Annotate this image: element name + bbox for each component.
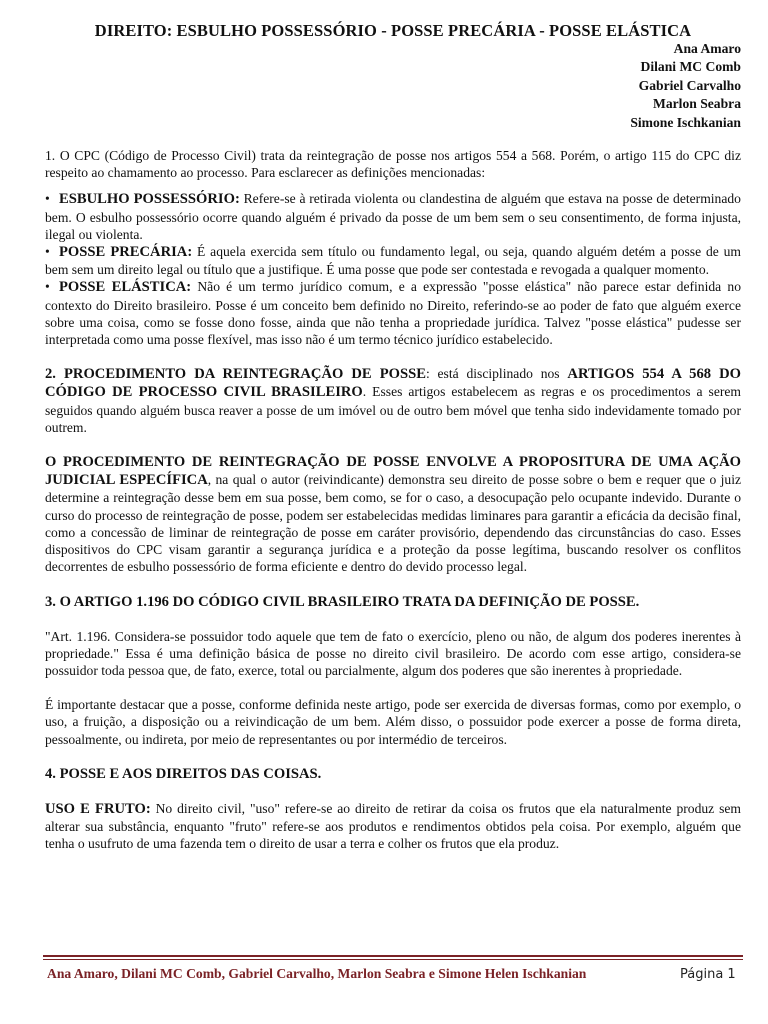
author-list <box>45 40 741 132</box>
author-name: Dilani MC Comb <box>640 59 741 75</box>
section-3-paragraph-2: É importante destacar que a posse, conforme definida neste artigo, pode ser exercida de diversas formas, como por exemplo, o uso, a fruição, a disposição ou a reivindicação de um bem. Além disso, o possuidor pode exercer a posse de forma direta, pessoalmente, ou indireta, por meio de representantes ou por intermédio de terceiros. <box>45 697 741 747</box>
section-2b-text: , na qual o autor (reivindicante) demonstra seu direito de posse sobre o bem e requer que o juiz determine a reintegração desse bem em sua posse, bem como, se for o caso, a desocupação pelo ocupante indevido. Durante o curso do processo de reintegração de posse, podem ser estabelecidas medidas liminares para garantir a eficácia da decisão final, como a concessão de liminar de reintegração de posse em caráter provisório, dependendo das circunstâncias do caso. Esses dispositivos do CPC visam garantir a segurança jurídica e a proteção da posse legítima, buscando resolver os conflitos decorrentes de esbulho possessório de forma eficiente e dentro do devido processo legal. <box>45 472 742 575</box>
bullet-term: ESBULHO POSSESSÓRIO: <box>59 191 240 208</box>
footer-divider-thin <box>43 959 743 960</box>
author-name: Ana Amaro <box>673 41 741 56</box>
section-3-paragraph-1: "Art. 1.196. Considera-se possuidor todo aquele que tem de fato o exercício, pleno ou não, de algum dos poderes inerentes à propriedade." Essa é uma definição básica de posse no direito civil brasileiro. De acordo com esse artigo, considera-se possuidor toda pessoa que, de fato, exerce, total ou parcialmente, algum dos poderes que são inerentes à propriedade. <box>45 628 741 678</box>
bullet-esbulho <box>45 190 741 243</box>
bullet-posse-elastica <box>45 278 741 348</box>
section-2-emphasis: ARTIGOS 554 A 568 DO CÓDIGO DE PROCESSO CIVIL BRASILEIRO <box>45 366 741 401</box>
author-name: Marlon Seabra <box>653 96 741 112</box>
footer-authors: Ana Amaro, Dilani MC Comb, Gabriel Carvalho, Marlon Seabra e Simone Helen Ischkanian <box>47 966 587 981</box>
bullet-text: É aquela exercida sem título ou fundamento legal, ou seja, quando alguém detém a posse de um bem sem um direito legal ou título que a justifique. É uma posse que pode ser contestada e revogada a qualquer momento. <box>45 244 741 278</box>
bullet-term: POSSE ELÁSTICA: <box>59 279 192 296</box>
section-4-text: No direito civil, "uso" refere-se ao direito de retirar da coisa os frutos que ela naturalmente produz sem alterar sua substância, enquanto "fruto" refere-se aos produtos e rendimentos obtidos pela coisa. Por exemplo, alguém que tenha o usufruto de uma fazenda tem o direito de usar a terra e colher os frutos que ela produz. <box>45 800 742 852</box>
intro-paragraph: 1. O CPC (Código de Processo Civil) trata da reintegração de posse nos artigos 554 a 568. Porém, o artigo 115 do CPC diz respeito ao chamamento ao processo. Para esclarecer as definições mencionadas: <box>45 148 741 181</box>
section-4-term: USO E FRUTO: <box>45 800 151 817</box>
bullet-text: Não é um termo jurídico comum, e a expressão "posse elástica" não parece estar definida no contexto do Direito brasileiro. Posse é um conceito bem definido no Direito, referindo-se ao poder de fato que alguém exerce sobre uma coisa, como se fosse dono fosse, ainda que não tenha a propriedade jurídica. Talvez "posse elástica" pudesse ser interpretada como uma posse flexível, mas isso não é um termo técnico jurídico estabelecido. <box>45 279 741 348</box>
section-4-paragraph <box>45 800 741 853</box>
author-name: Gabriel Carvalho <box>638 77 741 93</box>
bullet-icon: • <box>45 191 50 207</box>
section-2-connector: : está disciplinado nos <box>425 366 568 382</box>
section-3-heading: 3. O ARTIGO 1.196 DO CÓDIGO CIVIL BRASILEIRO TRATA DA DEFINIÇÃO DE POSSE. <box>45 593 640 610</box>
section-2-paragraph <box>45 365 741 436</box>
bullet-icon: • <box>45 279 50 295</box>
document-page <box>45 22 741 852</box>
footer-divider-thick <box>43 955 743 957</box>
document-title: DIREITO: ESBULHO POSSESSÓRIO - POSSE PRECÁRIA - POSSE ELÁSTICA <box>94 21 692 40</box>
section-2-text: . Esses artigos estabelecem as regras e os procedimentos a serem seguidos quando alguém busca reaver a posse de um imóvel ou de outro bem móvel que tenha sido indevidamente tomado por outrem. <box>45 384 741 435</box>
author-name: Simone Ischkanian <box>630 114 741 130</box>
section-2b-lead: O PROCEDIMENTO DE REINTEGRAÇÃO DE POSSE ENVOLVE A PROPOSITURA DE UMA AÇÃO JUDICIAL ESPECÍFICA <box>45 454 741 489</box>
page-number: Página 1 <box>680 967 736 982</box>
section-2-heading: 2. PROCEDIMENTO DA REINTEGRAÇÃO DE POSSE <box>45 366 426 383</box>
bullet-posse-precaria <box>45 243 741 278</box>
section-4-heading: 4. POSSE E AOS DIREITOS DAS COISAS. <box>45 765 322 782</box>
bullet-text: Refere-se à retirada violenta ou clandestina de alguém que estava na posse de determinado bem. O esbulho possessório ocorre quando alguém é privado da posse de um bem sem o seu consentimento, de forma injusta, ilegal ou violenta. <box>45 191 741 242</box>
bullet-term: POSSE PRECÁRIA: <box>59 244 193 261</box>
bullet-icon: • <box>45 244 50 260</box>
section-2b-paragraph <box>45 453 741 575</box>
